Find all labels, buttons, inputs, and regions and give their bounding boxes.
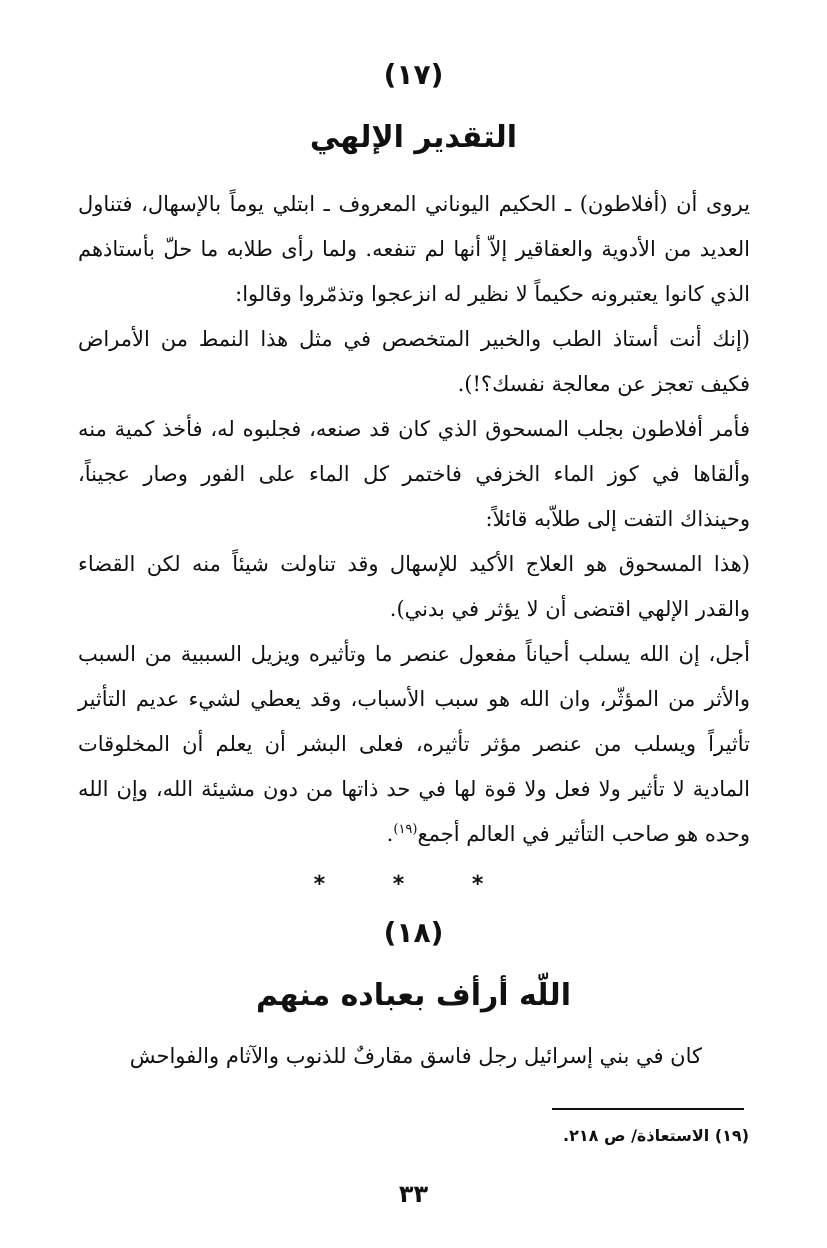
paragraph: كان في بني إسرائيل رجل فاسق مقارفٌ للذنوب والآثام والفواحش <box>129 1044 702 1068</box>
paragraph: فأمر أفلاطون بجلب المسحوق الذي كان قد صنعه، فجلبوه له، فأخذ كمية منه وألقاها في كوز الماء الخزفي فاختمر كل الماء على الفور وصار عجيناً، وحينذاك التفت إلى طلاّبه قائلاً: <box>78 417 750 531</box>
section-separator: * * * <box>313 872 514 897</box>
paragraph-with-footnote <box>78 632 750 857</box>
section-number: (١٧) <box>383 58 444 91</box>
paragraph: (إنك أنت أستاذ الطب والخبير المتخصص في مثل هذا النمط من الأمراض فكيف تعجز عن معالجة نفسك؟!). <box>78 327 750 396</box>
paragraph: (هذا المسحوق هو العلاج الأكيد للإسهال وقد تناولت شيئاً منه لكن القضاء والقدر الإلهي اقتضى أن لا يؤثر في بدني). <box>78 552 750 621</box>
footnote-divider <box>552 1108 744 1110</box>
footnote: (١٩) الاستعاذة/ ص ٢١٨. <box>563 1126 749 1145</box>
section-body <box>78 182 750 857</box>
section-body <box>78 1034 750 1079</box>
footnote-reference[interactable]: (١٩) <box>393 822 418 837</box>
section-title: التقدير الإلهي <box>309 120 518 155</box>
paragraph: يروى أن (أفلاطون) ـ الحكيم اليوناني المعروف ـ ابتلي يوماً بالإسهال، فتناول العديد من الأدوية والعقاقير إلاّ أنها لم تنفعه. ولما رأى طلابه ما حلّ بأستاذهم الذي كانوا يعتبرونه حكيماً لا نظير له انزعجوا وتذمّروا وقالوا: <box>78 192 750 306</box>
paragraph: أجل، إن الله يسلب أحياناً مفعول عنصر ما وتأثيره ويزيل السببية من السبب والأثر من المؤثّر، وان الله هو سبب الأسباب، وقد يعطي لشيء عديم التأثير تأثيراً ويسلب من عنصر مؤثر تأثيره، فعلى البشر أن يعلم أن المخلوقات المادية لا تأثير ولا فعل ولا قوة لها في حد ذاتها من دون مشيئة الله، وإن الله وحده هو صاحب التأثير في العالم أجمع <box>78 642 750 846</box>
page-number: ٣٣ <box>398 1180 429 1208</box>
section-number: (١٨) <box>383 916 444 949</box>
section-title: اللّه أرأف بعباده منهم <box>256 978 571 1013</box>
period: . <box>386 822 394 846</box>
